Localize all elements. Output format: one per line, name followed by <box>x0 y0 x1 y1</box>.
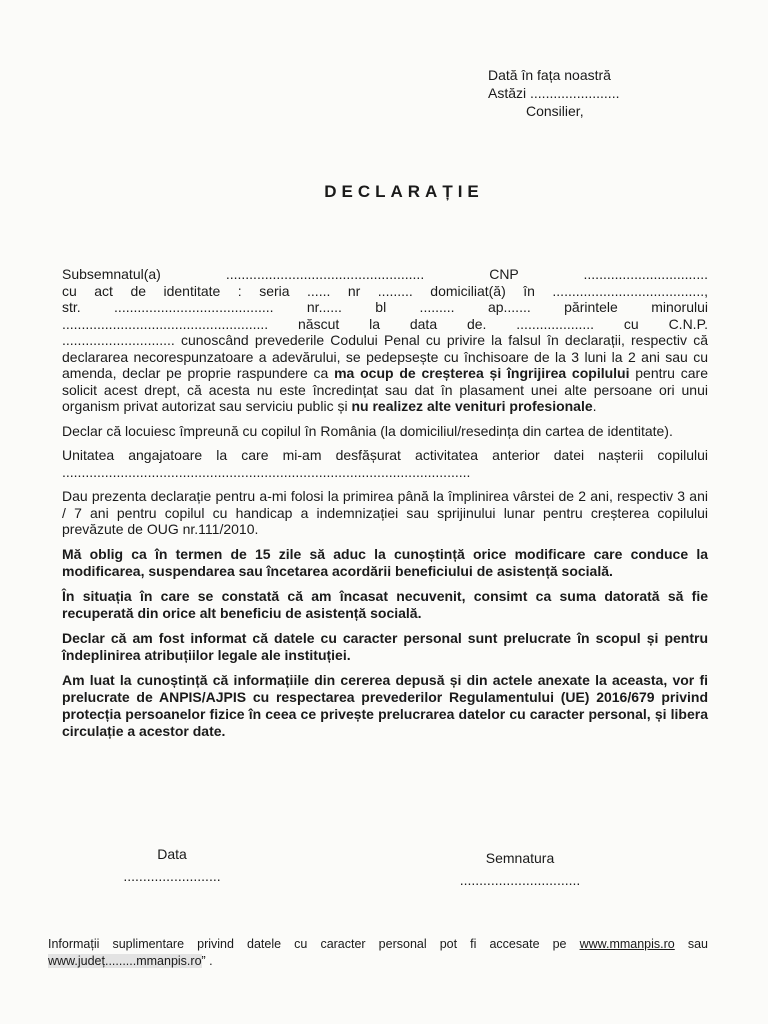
official-header <box>488 66 728 120</box>
paragraph-obligation: Mă oblig ca în termen de 15 zile să aduc la cunoștință orice modificare care conduce la modificarea, suspendarea sau încetarea acordării beneficiului de asistență socială. <box>62 545 708 579</box>
paragraph-recovery: În situația în care se constată că am încasat necuvenit, consimt ca suma datorată să fie recuperată din orice alt beneficiu de asistență socială. <box>62 587 708 621</box>
date-blank[interactable]: ......................... <box>123 868 221 884</box>
signature-blank[interactable]: ............................... <box>459 872 581 888</box>
paragraph-declaration-end: . <box>592 398 597 414</box>
footer-link-mmanpis[interactable]: www.mmanpis.ro <box>579 937 675 951</box>
header-line-date: Dată în fața noastră <box>488 67 611 83</box>
form-line-child-birth[interactable]: ..................................................... născut la data de. .................... cu C.N.P. <box>62 315 708 332</box>
form-line-id-address[interactable]: cu act de identitate : seria ...... nr ......... domiciliat(ă) în ......................................., <box>62 282 708 299</box>
header-line-today: Astăzi ....................... <box>488 85 620 101</box>
paragraph-declaration-middle: pentru care solicit acest drept, că acesta nu este încredințat sau dat în plasament unei alte persoane ori unui organism privat autorizat sau serviciu public și <box>62 365 708 414</box>
form-line-street[interactable]: str. ......................................... nr...... bl ......... ap....... părintele minorului <box>62 299 708 315</box>
paragraph-purpose: Dau prezenta declarație pentru a-mi folosi la primirea până la împlinirea vârstei de 2 ani, respectiv 3 ani / 7 ani pentru copilul cu handicap a indemnizației sau sprijinului lunar pentru creșterea copilului prevăzute de OUG nr.111/2010. <box>62 488 708 537</box>
page-title: DECLARAȚIE <box>324 182 484 201</box>
footer-text-end: ” . <box>201 954 213 968</box>
paragraph-residence: Declar că locuiesc împreună cu copilul în România (la domiciliul/resedința din cartea de identitate). <box>62 422 673 439</box>
header-line-advisor: Consilier, <box>526 103 584 119</box>
date-label: Data <box>157 846 187 862</box>
footer-link-county[interactable]: www.județ.........mmanpis.ro <box>48 954 202 968</box>
declaration-body <box>62 266 708 748</box>
footer-note <box>48 936 708 970</box>
paragraph-gdpr: Am luat la cunoștință că informațiile din cererea depusă și din actele anexate la aceasta, vor fi prelucrate de ANPIS/AJPIS cu respectarea prevederilor Regulamentului (UE) 2016/679 privind protecția persoanelor fizice în ceea ce privește prelucrarea datelor cu caracter personal, și libera circulație a acestor date. <box>62 671 708 739</box>
footer-text-or: sau <box>674 937 708 951</box>
paragraph-employer: Unitatea angajatoare la care mi-am desfășurat activitatea anterior datei nașterii copilului ......................................................................................................... <box>62 447 708 480</box>
date-field <box>112 846 232 884</box>
signature-field <box>455 850 585 888</box>
paragraph-declaration-bold-income: nu realizez alte venituri profesionale <box>351 398 593 414</box>
footer-text: Informații suplimentare privind datele cu caracter personal pot fi accesate pe <box>48 937 580 951</box>
paragraph-data-informed: Declar că am fost informat că datele cu caracter personal sunt prelucrate în scopul și pentru îndeplinirea atribuțiilor legale ale instituției. <box>62 629 708 663</box>
paragraph-declaration <box>62 332 708 415</box>
signature-label: Semnatura <box>485 850 555 866</box>
paragraph-declaration-bold-care: ma ocup de creșterea și îngrijirea copilului <box>334 365 630 381</box>
form-line-name-cnp[interactable]: Subsemnatul(a) ................................................... CNP ................................ <box>62 266 708 282</box>
paragraph-declaration-start: ............................. cunoscând prevederile Codului Penal cu privire la falsul în declarații, respectiv că declararea necorespunzatoare a adevărului, se pedepsește cu închisoare de la 3 luni la 2 ani sau cu amenda, declar pe proprie raspundere ca <box>62 332 708 381</box>
